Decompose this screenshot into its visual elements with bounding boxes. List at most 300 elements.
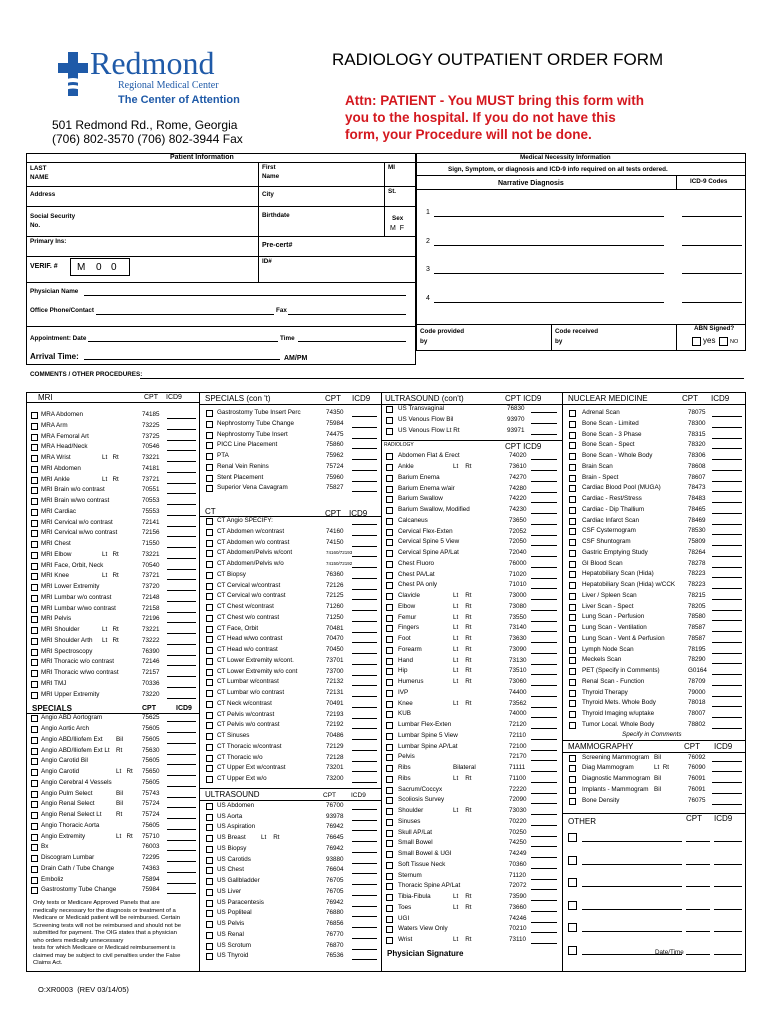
other-checkbox[interactable] <box>568 833 577 842</box>
nuclear-checkbox[interactable] <box>569 464 576 471</box>
mri-checkbox[interactable] <box>31 595 38 602</box>
ct-checkbox[interactable] <box>206 755 213 762</box>
specials2-checkbox[interactable] <box>206 421 213 428</box>
diag-2-line[interactable] <box>434 245 664 246</box>
us-checkbox[interactable] <box>206 953 213 960</box>
nuclear-checkbox[interactable] <box>569 582 576 589</box>
us2-checkbox[interactable] <box>386 417 393 424</box>
us-icd9-line[interactable] <box>352 906 377 907</box>
mri-checkbox[interactable] <box>31 563 38 570</box>
other-icd9-line[interactable] <box>714 954 742 955</box>
radiology-icd9-line[interactable] <box>531 685 557 686</box>
radiology-icd9-line[interactable] <box>531 642 557 643</box>
ct-icd9-line[interactable] <box>352 771 377 772</box>
us-checkbox[interactable] <box>206 814 213 821</box>
us-icd9-line[interactable] <box>352 895 377 896</box>
mri-checkbox[interactable] <box>31 498 38 505</box>
nuclear-icd9-line[interactable] <box>712 685 742 686</box>
us2-checkbox[interactable] <box>386 428 393 435</box>
other-description-line[interactable] <box>582 931 682 932</box>
specials2-checkbox[interactable] <box>206 475 213 482</box>
other-icd9-line[interactable] <box>714 841 742 842</box>
us2-checkbox[interactable] <box>386 406 393 413</box>
arrival-time-line[interactable] <box>84 359 280 360</box>
mri-checkbox[interactable] <box>31 434 38 441</box>
radiology-checkbox[interactable] <box>386 496 393 503</box>
other-checkbox[interactable] <box>568 946 577 955</box>
specials2-icd9-line[interactable] <box>352 459 377 460</box>
nuclear-checkbox[interactable] <box>569 475 576 482</box>
specials-icd9-line[interactable] <box>167 850 196 851</box>
specials2-checkbox[interactable] <box>206 432 213 439</box>
radiology-icd9-line[interactable] <box>531 836 557 837</box>
specials-checkbox[interactable] <box>31 823 38 830</box>
mri-icd9-line[interactable] <box>167 418 196 419</box>
other-cpt-line[interactable] <box>686 931 710 932</box>
other-cpt-line[interactable] <box>686 864 710 865</box>
mri-icd9-line[interactable] <box>167 450 196 451</box>
us-icd9-line[interactable] <box>352 916 377 917</box>
radiology-icd9-line[interactable] <box>531 502 557 503</box>
specials2-icd9-line[interactable] <box>352 427 377 428</box>
specials2-icd9-line[interactable] <box>352 438 377 439</box>
specials-icd9-line[interactable] <box>167 829 196 830</box>
us-checkbox[interactable] <box>206 889 213 896</box>
specials-icd9-line[interactable] <box>167 807 196 808</box>
mri-checkbox[interactable] <box>31 552 38 559</box>
ct-checkbox[interactable] <box>206 518 213 525</box>
specials-checkbox[interactable] <box>31 737 38 744</box>
us-checkbox[interactable] <box>206 921 213 928</box>
radiology-checkbox[interactable] <box>386 744 393 751</box>
ct-checkbox[interactable] <box>206 604 213 611</box>
mri-icd9-line[interactable] <box>167 644 196 645</box>
us-icd9-line[interactable] <box>352 884 377 885</box>
radiology-checkbox[interactable] <box>386 529 393 536</box>
specials-icd9-line[interactable] <box>167 797 196 798</box>
mri-checkbox[interactable] <box>31 670 38 677</box>
radiology-icd9-line[interactable] <box>531 459 557 460</box>
radiology-checkbox[interactable] <box>386 862 393 869</box>
radiology-icd9-line[interactable] <box>531 932 557 933</box>
diag-4-line[interactable] <box>434 302 664 303</box>
nuclear-icd9-line[interactable] <box>712 728 742 729</box>
radiology-icd9-line[interactable] <box>531 825 557 826</box>
ct-checkbox[interactable] <box>206 765 213 772</box>
mri-icd9-line[interactable] <box>167 612 196 613</box>
ct-checkbox[interactable] <box>206 647 213 654</box>
specials2-checkbox[interactable] <box>206 464 213 471</box>
specials-checkbox[interactable] <box>31 758 38 765</box>
other-checkbox[interactable] <box>568 856 577 865</box>
nuclear-icd9-line[interactable] <box>712 706 742 707</box>
other-cpt-line[interactable] <box>686 954 710 955</box>
specials2-icd9-line[interactable] <box>352 416 377 417</box>
ct-icd9-line[interactable] <box>352 632 377 633</box>
radiology-icd9-line[interactable] <box>531 760 557 761</box>
other-icd9-line[interactable] <box>714 931 742 932</box>
specials-checkbox[interactable] <box>31 726 38 733</box>
radiology-checkbox[interactable] <box>386 539 393 546</box>
appointment-time-line[interactable] <box>298 341 406 342</box>
specials-icd9-line[interactable] <box>167 732 196 733</box>
ct-icd9-line[interactable] <box>352 685 377 686</box>
ct-icd9-line[interactable] <box>352 653 377 654</box>
specials-checkbox[interactable] <box>31 715 38 722</box>
mri-checkbox[interactable] <box>31 412 38 419</box>
radiology-icd9-line[interactable] <box>531 674 557 675</box>
radiology-icd9-line[interactable] <box>531 578 557 579</box>
specials-checkbox[interactable] <box>31 855 38 862</box>
radiology-checkbox[interactable] <box>386 615 393 622</box>
radiology-icd9-line[interactable] <box>531 696 557 697</box>
mri-checkbox[interactable] <box>31 584 38 591</box>
ct-icd9-line[interactable] <box>352 599 377 600</box>
mri-checkbox[interactable] <box>31 487 38 494</box>
radiology-icd9-line[interactable] <box>531 588 557 589</box>
ct-icd9-line[interactable] <box>352 739 377 740</box>
radiology-icd9-line[interactable] <box>531 782 557 783</box>
specials-checkbox[interactable] <box>31 877 38 884</box>
nuclear-icd9-line[interactable] <box>712 513 742 514</box>
ct-icd9-line[interactable] <box>352 782 377 783</box>
specials2-icd9-line[interactable] <box>352 491 377 492</box>
radiology-checkbox[interactable] <box>386 937 393 944</box>
radiology-checkbox[interactable] <box>386 561 393 568</box>
nuclear-icd9-line[interactable] <box>712 502 742 503</box>
other-checkbox[interactable] <box>568 923 577 932</box>
specials-checkbox[interactable] <box>31 834 38 841</box>
nuclear-icd9-line[interactable] <box>712 459 742 460</box>
ct-checkbox[interactable] <box>206 561 213 568</box>
other-description-line[interactable] <box>582 909 682 910</box>
specials-checkbox[interactable] <box>31 748 38 755</box>
ct-checkbox[interactable] <box>206 615 213 622</box>
other-cpt-line[interactable] <box>686 841 710 842</box>
radiology-checkbox[interactable] <box>386 873 393 880</box>
specials-checkbox[interactable] <box>31 887 38 894</box>
us-icd9-line[interactable] <box>352 938 377 939</box>
nuclear-icd9-line[interactable] <box>712 524 742 525</box>
nuclear-checkbox[interactable] <box>569 657 576 664</box>
nuclear-icd9-line[interactable] <box>712 438 742 439</box>
nuclear-checkbox[interactable] <box>569 668 576 675</box>
nuclear-checkbox[interactable] <box>569 539 576 546</box>
ct-icd9-line[interactable] <box>352 664 377 665</box>
specials2-icd9-line[interactable] <box>352 448 377 449</box>
radiology-checkbox[interactable] <box>386 475 393 482</box>
radiology-icd9-line[interactable] <box>531 911 557 912</box>
radiology-checkbox[interactable] <box>386 464 393 471</box>
other-icd9-line[interactable] <box>714 886 742 887</box>
us-checkbox[interactable] <box>206 932 213 939</box>
us2-icd9-line[interactable] <box>531 434 557 435</box>
nuclear-checkbox[interactable] <box>569 700 576 707</box>
radiology-icd9-line[interactable] <box>531 771 557 772</box>
ct-icd9-line[interactable] <box>352 556 377 557</box>
other-checkbox[interactable] <box>568 878 577 887</box>
other-checkbox[interactable] <box>568 901 577 910</box>
ct-checkbox[interactable] <box>206 636 213 643</box>
radiology-checkbox[interactable] <box>386 765 393 772</box>
mri-checkbox[interactable] <box>31 530 38 537</box>
diag-3-line[interactable] <box>434 273 664 274</box>
radiology-icd9-line[interactable] <box>531 728 557 729</box>
specials-icd9-line[interactable] <box>167 861 196 862</box>
office-phone-line[interactable] <box>96 314 274 315</box>
us-icd9-line[interactable] <box>352 949 377 950</box>
mammo-icd9-line[interactable] <box>712 761 742 762</box>
other-cpt-line[interactable] <box>686 886 710 887</box>
ct-checkbox[interactable] <box>206 626 213 633</box>
nuclear-checkbox[interactable] <box>569 690 576 697</box>
nuclear-icd9-line[interactable] <box>712 717 742 718</box>
other-cpt-line[interactable] <box>686 909 710 910</box>
us-checkbox[interactable] <box>206 857 213 864</box>
diag-3-code-line[interactable] <box>682 273 742 274</box>
ct-icd9-line[interactable] <box>352 642 377 643</box>
radiology-icd9-line[interactable] <box>531 621 557 622</box>
radiology-checkbox[interactable] <box>386 711 393 718</box>
nuclear-icd9-line[interactable] <box>712 620 742 621</box>
radiology-checkbox[interactable] <box>386 690 393 697</box>
radiology-checkbox[interactable] <box>386 550 393 557</box>
mammo-icd9-line[interactable] <box>712 804 742 805</box>
mri-checkbox[interactable] <box>31 423 38 430</box>
radiology-checkbox[interactable] <box>386 701 393 708</box>
radiology-icd9-line[interactable] <box>531 889 557 890</box>
ct-icd9-line[interactable] <box>352 696 377 697</box>
radiology-checkbox[interactable] <box>386 819 393 826</box>
ct-checkbox[interactable] <box>206 712 213 719</box>
mri-checkbox[interactable] <box>31 606 38 613</box>
nuclear-checkbox[interactable] <box>569 561 576 568</box>
nuclear-icd9-line[interactable] <box>712 470 742 471</box>
radiology-icd9-line[interactable] <box>531 943 557 944</box>
nuclear-checkbox[interactable] <box>569 410 576 417</box>
nuclear-icd9-line[interactable] <box>712 642 742 643</box>
mri-checkbox[interactable] <box>31 509 38 516</box>
mri-icd9-line[interactable] <box>167 526 196 527</box>
radiology-icd9-line[interactable] <box>531 814 557 815</box>
specials-icd9-line[interactable] <box>167 743 196 744</box>
radiology-checkbox[interactable] <box>386 830 393 837</box>
radiology-checkbox[interactable] <box>386 722 393 729</box>
specials-icd9-line[interactable] <box>167 818 196 819</box>
ct-checkbox[interactable] <box>206 669 213 676</box>
nuclear-checkbox[interactable] <box>569 496 576 503</box>
us-icd9-line[interactable] <box>352 873 377 874</box>
mammo-icd9-line[interactable] <box>712 782 742 783</box>
ct-checkbox[interactable] <box>206 540 213 547</box>
mri-icd9-line[interactable] <box>167 665 196 666</box>
specials2-icd9-line[interactable] <box>352 470 377 471</box>
radiology-checkbox[interactable] <box>386 787 393 794</box>
radiology-checkbox[interactable] <box>386 518 393 525</box>
specials-icd9-line[interactable] <box>167 721 196 722</box>
us-checkbox[interactable] <box>206 943 213 950</box>
mri-icd9-line[interactable] <box>167 515 196 516</box>
us-icd9-line[interactable] <box>352 852 377 853</box>
radiology-checkbox[interactable] <box>386 507 393 514</box>
nuclear-icd9-line[interactable] <box>712 588 742 589</box>
mri-icd9-line[interactable] <box>167 590 196 591</box>
radiology-icd9-line[interactable] <box>531 492 557 493</box>
nuclear-checkbox[interactable] <box>569 679 576 686</box>
physician-name-line[interactable] <box>84 295 406 296</box>
mammo-checkbox[interactable] <box>569 765 576 772</box>
mri-icd9-line[interactable] <box>167 536 196 537</box>
nuclear-icd9-line[interactable] <box>712 696 742 697</box>
nuclear-icd9-line[interactable] <box>712 534 742 535</box>
specials-icd9-line[interactable] <box>167 883 196 884</box>
other-icd9-line[interactable] <box>714 909 742 910</box>
us-icd9-line[interactable] <box>352 863 377 864</box>
radiology-checkbox[interactable] <box>386 894 393 901</box>
us-checkbox[interactable] <box>206 803 213 810</box>
specials-checkbox[interactable] <box>31 844 38 851</box>
mri-checkbox[interactable] <box>31 466 38 473</box>
radiology-icd9-line[interactable] <box>531 610 557 611</box>
diag-1-code-line[interactable] <box>682 216 742 217</box>
us-icd9-line[interactable] <box>352 959 377 960</box>
radiology-checkbox[interactable] <box>386 593 393 600</box>
radiology-icd9-line[interactable] <box>531 653 557 654</box>
radiology-icd9-line[interactable] <box>531 470 557 471</box>
ct-checkbox[interactable] <box>206 679 213 686</box>
radiology-icd9-line[interactable] <box>531 524 557 525</box>
nuclear-icd9-line[interactable] <box>712 481 742 482</box>
radiology-icd9-line[interactable] <box>531 707 557 708</box>
mri-checkbox[interactable] <box>31 444 38 451</box>
ct-checkbox[interactable] <box>206 701 213 708</box>
mri-icd9-line[interactable] <box>167 429 196 430</box>
us2-icd9-line[interactable] <box>531 423 557 424</box>
radiology-checkbox[interactable] <box>386 851 393 858</box>
mri-checkbox[interactable] <box>31 649 38 656</box>
radiology-icd9-line[interactable] <box>531 846 557 847</box>
mri-checkbox[interactable] <box>31 692 38 699</box>
radiology-checkbox[interactable] <box>386 797 393 804</box>
radiology-icd9-line[interactable] <box>531 739 557 740</box>
other-description-line[interactable] <box>582 841 682 842</box>
radiology-icd9-line[interactable] <box>531 567 557 568</box>
radiology-icd9-line[interactable] <box>531 513 557 514</box>
radiology-icd9-line[interactable] <box>531 803 557 804</box>
ct-icd9-line[interactable] <box>352 589 377 590</box>
ct-icd9-line[interactable] <box>352 567 377 568</box>
specials-icd9-line[interactable] <box>167 872 196 873</box>
us-icd9-line[interactable] <box>352 830 377 831</box>
nuclear-checkbox[interactable] <box>569 528 576 535</box>
mri-checkbox[interactable] <box>31 638 38 645</box>
sex-options[interactable]: M F <box>390 225 404 232</box>
ct-icd9-line[interactable] <box>352 728 377 729</box>
radiology-icd9-line[interactable] <box>531 900 557 901</box>
radiology-icd9-line[interactable] <box>531 664 557 665</box>
mammo-icd9-line[interactable] <box>712 793 742 794</box>
nuclear-icd9-line[interactable] <box>712 663 742 664</box>
radiology-checkbox[interactable] <box>386 679 393 686</box>
ct-checkbox[interactable] <box>206 572 213 579</box>
mri-icd9-line[interactable] <box>167 633 196 634</box>
ct-icd9-line[interactable] <box>352 610 377 611</box>
radiology-icd9-line[interactable] <box>531 717 557 718</box>
radiology-checkbox[interactable] <box>386 916 393 923</box>
ct-icd9-line[interactable] <box>352 707 377 708</box>
radiology-icd9-line[interactable] <box>531 868 557 869</box>
nuclear-checkbox[interactable] <box>569 485 576 492</box>
us-checkbox[interactable] <box>206 878 213 885</box>
us-checkbox[interactable] <box>206 867 213 874</box>
radiology-icd9-line[interactable] <box>531 545 557 546</box>
radiology-checkbox[interactable] <box>386 668 393 675</box>
radiology-checkbox[interactable] <box>386 926 393 933</box>
radiology-checkbox[interactable] <box>386 582 393 589</box>
radiology-icd9-line[interactable] <box>531 631 557 632</box>
ct-icd9-line[interactable] <box>352 524 377 525</box>
radiology-checkbox[interactable] <box>386 625 393 632</box>
radiology-icd9-line[interactable] <box>531 879 557 880</box>
nuclear-checkbox[interactable] <box>569 593 576 600</box>
abn-no-checkbox[interactable] <box>719 337 728 346</box>
radiology-checkbox[interactable] <box>386 883 393 890</box>
specials-checkbox[interactable] <box>31 769 38 776</box>
specials-checkbox[interactable] <box>31 866 38 873</box>
radiology-checkbox[interactable] <box>386 636 393 643</box>
nuclear-checkbox[interactable] <box>569 711 576 718</box>
specials-icd9-line[interactable] <box>167 775 196 776</box>
mri-checkbox[interactable] <box>31 455 38 462</box>
ct-checkbox[interactable] <box>206 529 213 536</box>
nuclear-checkbox[interactable] <box>569 647 576 654</box>
mri-icd9-line[interactable] <box>167 493 196 494</box>
radiology-checkbox[interactable] <box>386 754 393 761</box>
nuclear-checkbox[interactable] <box>569 625 576 632</box>
mri-icd9-line[interactable] <box>167 601 196 602</box>
ct-checkbox[interactable] <box>206 744 213 751</box>
nuclear-icd9-line[interactable] <box>712 491 742 492</box>
radiology-icd9-line[interactable] <box>531 922 557 923</box>
specials2-checkbox[interactable] <box>206 453 213 460</box>
other-description-line[interactable] <box>582 886 682 887</box>
radiology-checkbox[interactable] <box>386 486 393 493</box>
ct-checkbox[interactable] <box>206 583 213 590</box>
diag-1-line[interactable] <box>434 216 664 217</box>
radiology-checkbox[interactable] <box>386 572 393 579</box>
diag-2-code-line[interactable] <box>682 245 742 246</box>
mri-icd9-line[interactable] <box>167 504 196 505</box>
mammo-checkbox[interactable] <box>569 755 576 762</box>
nuclear-icd9-line[interactable] <box>712 448 742 449</box>
mri-icd9-line[interactable] <box>167 461 196 462</box>
ct-checkbox[interactable] <box>206 593 213 600</box>
mri-icd9-line[interactable] <box>167 547 196 548</box>
nuclear-icd9-line[interactable] <box>712 567 742 568</box>
radiology-icd9-line[interactable] <box>531 857 557 858</box>
radiology-icd9-line[interactable] <box>531 535 557 536</box>
specials-icd9-line[interactable] <box>167 786 196 787</box>
nuclear-checkbox[interactable] <box>569 722 576 729</box>
nuclear-icd9-line[interactable] <box>712 653 742 654</box>
nuclear-checkbox[interactable] <box>569 614 576 621</box>
abn-yes-checkbox[interactable] <box>692 337 701 346</box>
us2-icd9-line[interactable] <box>531 412 557 413</box>
radiology-checkbox[interactable] <box>386 905 393 912</box>
mri-icd9-line[interactable] <box>167 483 196 484</box>
fax-line[interactable] <box>288 314 406 315</box>
nuclear-checkbox[interactable] <box>569 421 576 428</box>
